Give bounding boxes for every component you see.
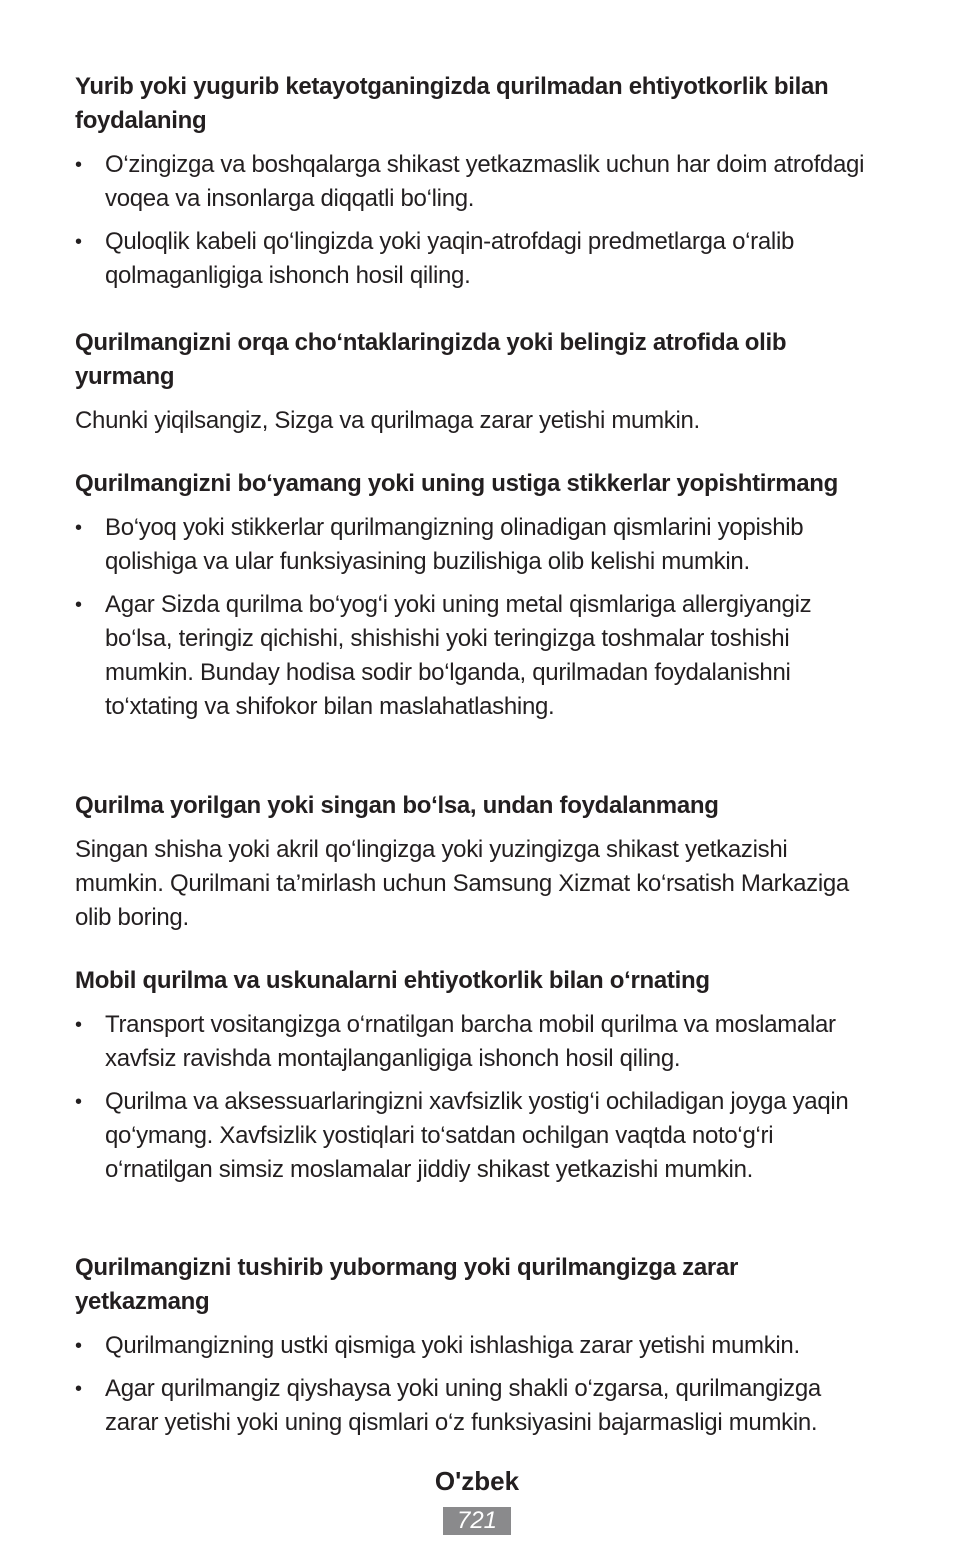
bullet-marker: • (75, 154, 82, 176)
list-item (75, 511, 875, 579)
bullet-marker: • (75, 231, 82, 253)
list-item (75, 588, 875, 724)
bullet-list (75, 511, 875, 724)
section-back-pocket (75, 326, 875, 438)
list-item (75, 1085, 875, 1187)
list-item (75, 1372, 875, 1440)
list-item-text: Qurilmangizning ustki qismiga yoki ishlashiga zarar yetishi mumkin. (105, 1332, 800, 1359)
list-item (75, 1008, 875, 1076)
section-cracked-device (75, 789, 875, 935)
list-item-text: Qurilma va aksessuarlaringizni xavfsizlik yostig‘i ochiladigan joyga yaqin qo‘ymang. Xavfsizlik yostiqlari to‘satdan ochilgan vaqtda noto‘g‘ri o‘rnatilgan simsiz moslamalar jiddiy shikast yetkazishi mumkin. (105, 1088, 849, 1183)
section-heading: Qurilmangizni tushirib yubormang yoki qurilmangizga zarar yetkazmang (75, 1254, 738, 1315)
bullet-list (75, 1008, 875, 1187)
bullet-marker: • (75, 1378, 82, 1400)
bullet-marker: • (75, 594, 82, 616)
bullet-marker: • (75, 1091, 82, 1113)
section-heading: Yurib yoki yugurib ketayotganingizda qurilmadan ehtiyotkorlik bilan foydalaning (75, 73, 829, 134)
section-heading: Qurilma yorilgan yoki singan bo‘lsa, undan foydalanmang (75, 792, 719, 819)
section-heading: Mobil qurilma va uskunalarni ehtiyotkorlik bilan o‘rnating (75, 967, 710, 994)
list-item (75, 225, 875, 293)
list-item-text: Bo‘yoq yoki stikkerlar qurilmangizning olinadigan qismlarini yopishib qolishiga va ular funksiyasining buzilishiga olib kelishi mumkin. (105, 514, 804, 575)
list-item-text: O‘zingizga va boshqalarga shikast yetkazmaslik uchun har doim atrofdagi voqea va insonlarga diqqatli bo‘ling. (105, 151, 865, 212)
bullet-marker: • (75, 517, 82, 539)
section-heading: Qurilmangizni orqa cho‘ntaklaringizda yoki belingiz atrofida olib yurmang (75, 329, 787, 390)
list-item-text: Transport vositangizga o‘rnatilgan barcha mobil qurilma va moslamalar xavfsiz ravishda montajlanganligiga ishonch hosil qiling. (105, 1011, 836, 1072)
list-item (75, 148, 875, 216)
bullet-marker: • (75, 1014, 82, 1036)
section-mobile-mounting (75, 964, 875, 1196)
bullet-list (75, 1329, 875, 1440)
bullet-list (75, 148, 875, 293)
section-walking-running (75, 70, 875, 302)
section-paint-stickers (75, 467, 875, 733)
section-paragraph: Singan shisha yoki akril qo‘lingizga yoki yuzingizga shikast yetkazishi mumkin. Qurilmani ta’mirlash uchun Samsung Xizmat ko‘rsatish Markaziga olib boring. (75, 836, 849, 931)
list-item (75, 1329, 875, 1363)
list-item-text: Quloqlik kabeli qo‘lingizda yoki yaqin-atrofdagi predmetlarga o‘ralib qolmaganligiga ishonch hosil qiling. (105, 228, 795, 289)
page-number: 721 (443, 1507, 511, 1535)
list-item-text: Agar qurilmangiz qiyshaysa yoki uning shakli o‘zgarsa, qurilmangizga zarar yetishi yoki uning qismlari o‘z funksiyasini bajarmasligi mumkin. (105, 1375, 821, 1436)
section-heading: Qurilmangizni bo‘yamang yoki uning ustiga stikkerlar yopishtirmang (75, 470, 839, 497)
section-dropping-device (75, 1251, 875, 1449)
list-item-text: Agar Sizda qurilma bo‘yog‘i yoki uning metal qismlariga allergiyangiz bo‘lsa, teringiz qichishi, shishishi yoki teringizga toshmalar toshishi mumkin. Bunday hodisa sodir bo‘lganda, qurilmadan foydalanishni to‘xtating va shifokor bilan maslahatlashing. (105, 591, 812, 720)
footer-language: O'zbek (434, 1466, 520, 1496)
section-paragraph: Chunki yiqilsangiz, Sizga va qurilmaga zarar yetishi mumkin. (75, 407, 700, 434)
bullet-marker: • (75, 1335, 82, 1357)
